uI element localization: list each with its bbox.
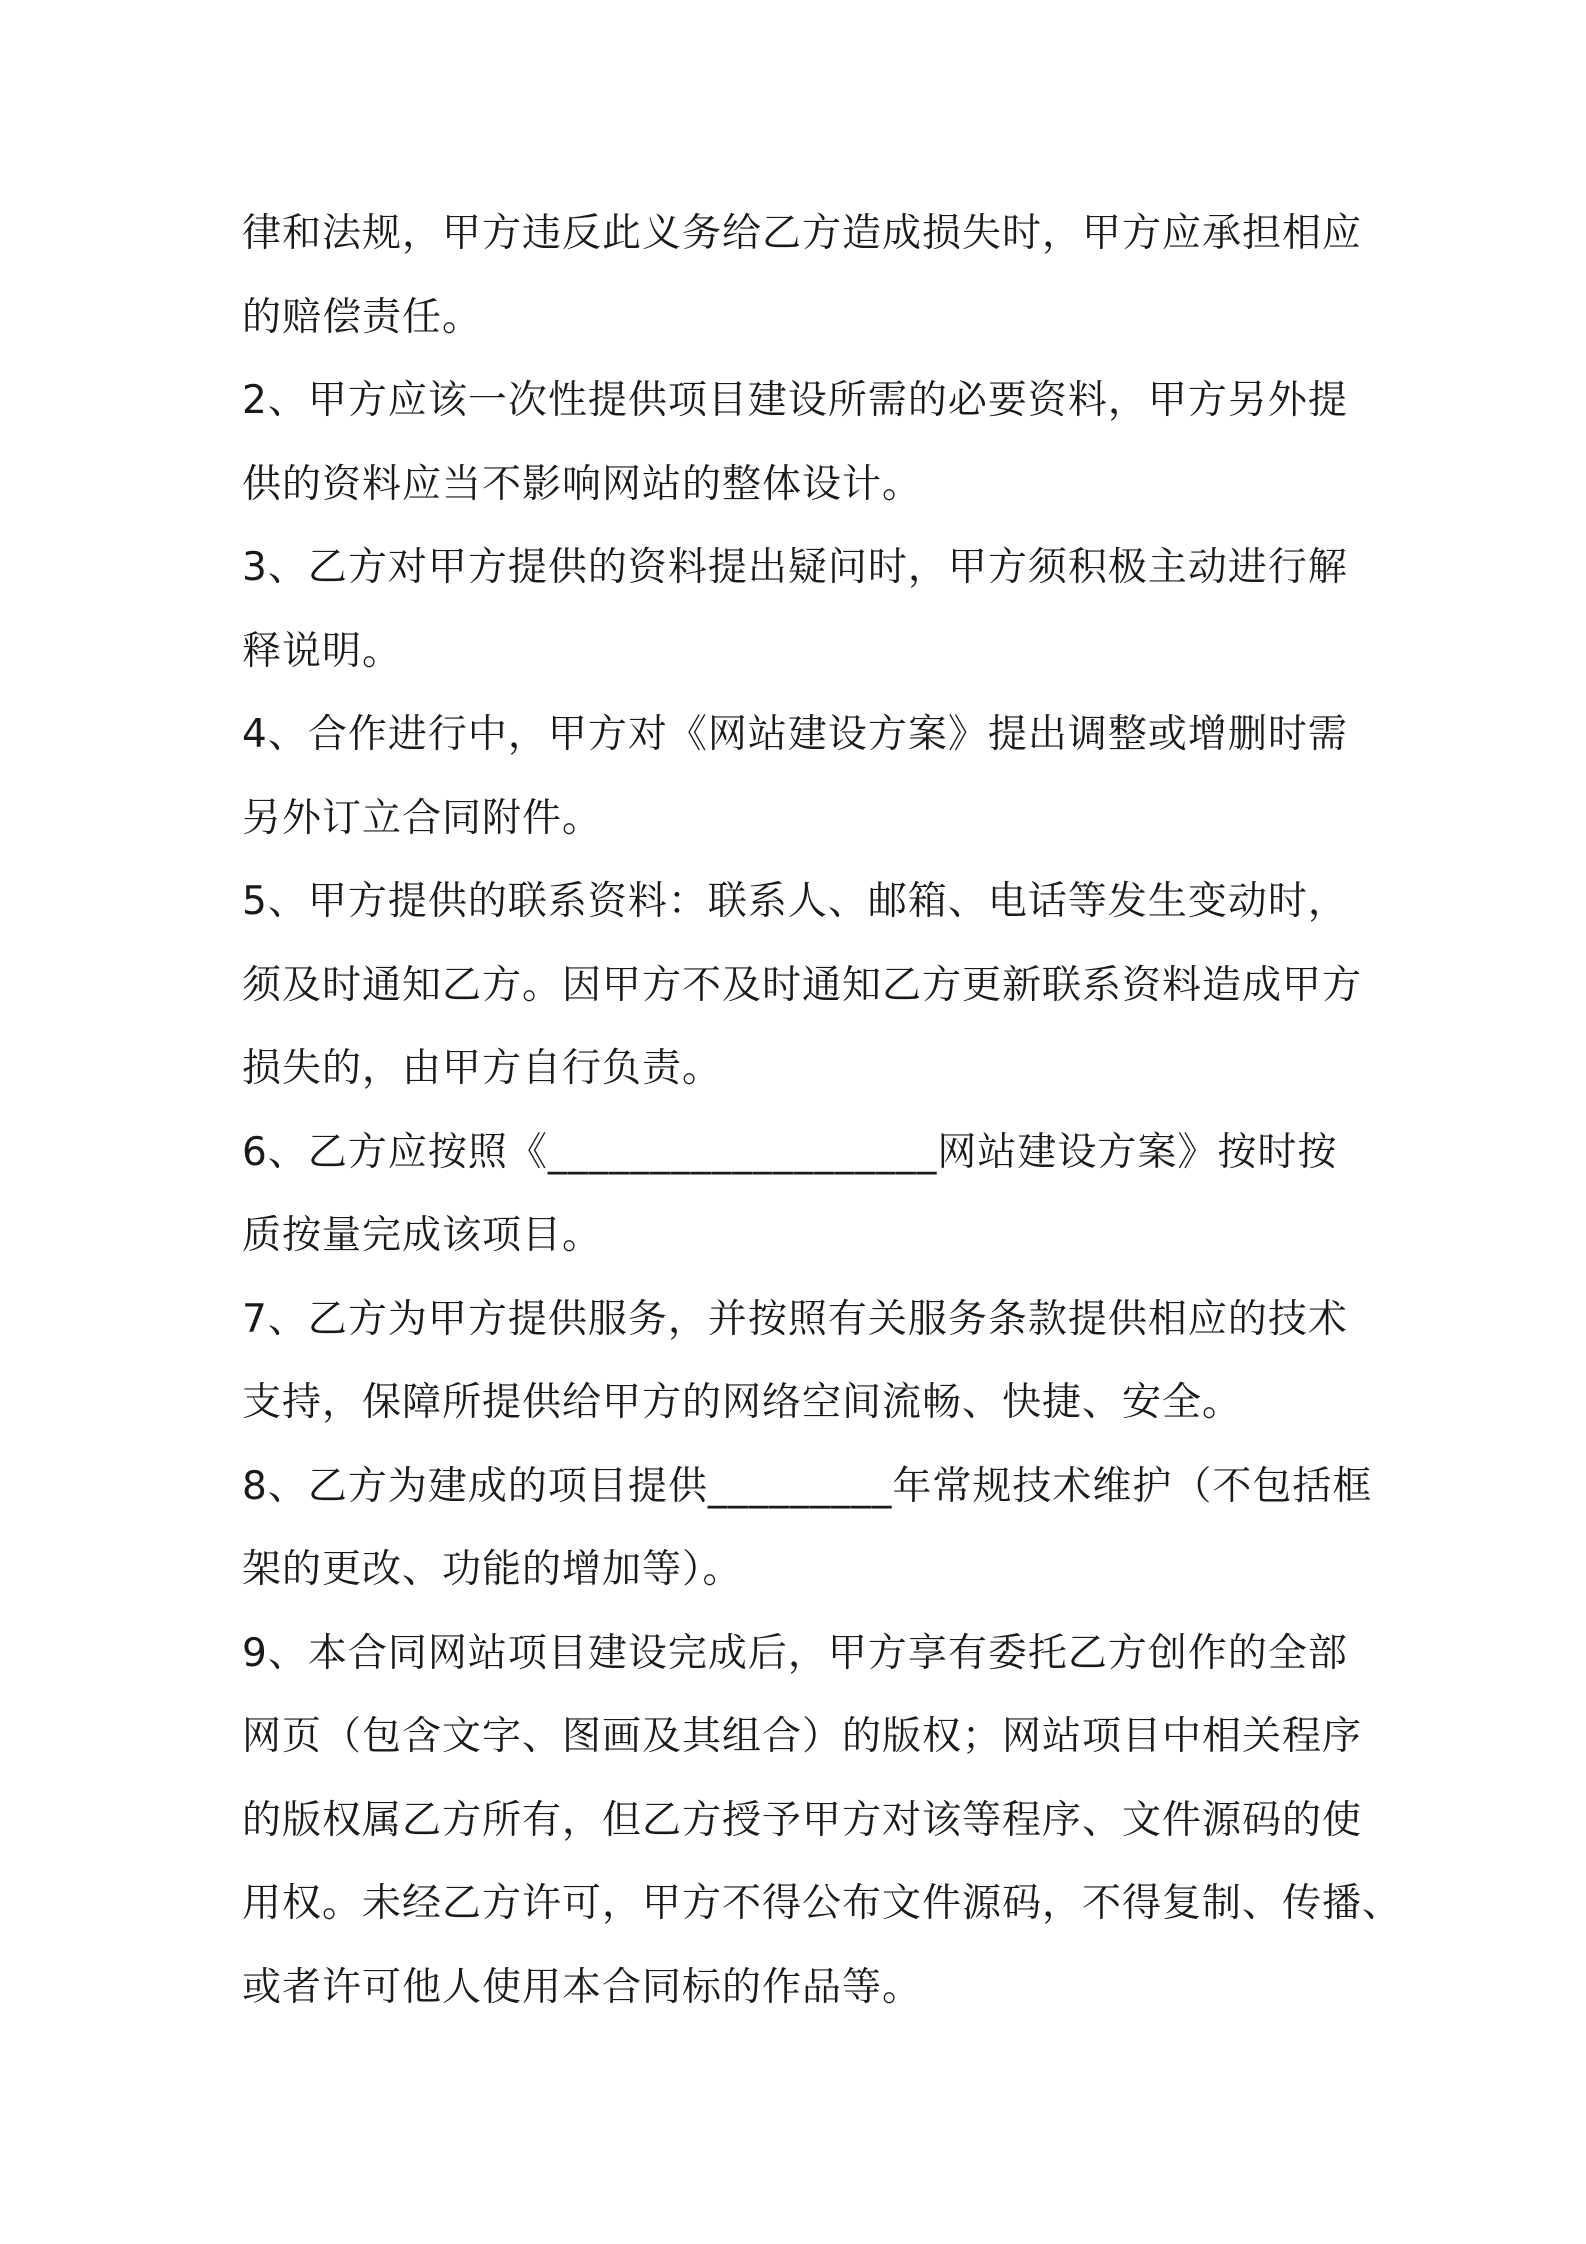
text-line: 8、乙方为建成的项目提供_________年常规技术维护（不包括框 bbox=[242, 1463, 1373, 1509]
text-line: 7、乙方为甲方提供服务，并按照有关服务条款提供相应的技术 bbox=[242, 1296, 1348, 1342]
text-line: 网页（包含文字、图画及其组合）的版权；网站项目中相关程序 bbox=[242, 1714, 1363, 1759]
text-line: 3、乙方对甲方提供的资料提出疑问时，甲方须积极主动进行解 bbox=[242, 545, 1348, 590]
text-line: 供的资料应当不影响网站的整体设计。 bbox=[242, 461, 923, 507]
text-line: 6、乙方应按照《___________________网站建设方案》按时按 bbox=[242, 1129, 1338, 1175]
text-line: 须及时通知乙方。因甲方不及时通知乙方更新联系资料造成甲方 bbox=[242, 962, 1363, 1008]
text-line: 的版权属乙方所有，但乙方授予甲方对该等程序、文件源码的使 bbox=[242, 1797, 1363, 1843]
text-line: 4、合作进行中，甲方对《网站建设方案》提出调整或增删时需 bbox=[242, 712, 1348, 757]
text-line: 释说明。 bbox=[242, 628, 403, 674]
text-line: 支持，保障所提供给甲方的网络空间流畅、快捷、安全。 bbox=[242, 1380, 1243, 1425]
text-line: 架的更改、功能的增加等）。 bbox=[242, 1547, 743, 1592]
text-line: 的赔偿责任。 bbox=[242, 294, 483, 340]
text-line: 质按量完成该项目。 bbox=[242, 1213, 603, 1258]
text-line: 5、甲方提供的联系资料：联系人、邮箱、电话等发生变动时， bbox=[242, 879, 1348, 924]
text-line: 另外订立合同附件。 bbox=[242, 795, 603, 841]
text-line: 损失的，由甲方自行负责。 bbox=[242, 1046, 723, 1091]
text-line: 或者许可他人使用本合同标的作品等。 bbox=[242, 1964, 923, 2010]
text-line: 用权。未经乙方许可，甲方不得公布文件源码，不得复制、传播、 bbox=[242, 1881, 1403, 1926]
text-line: 2、甲方应该一次性提供项目建设所需的必要资料，甲方另外提 bbox=[242, 378, 1348, 423]
contract-body bbox=[242, 192, 1403, 2029]
text-line: 9、本合同网站项目建设完成后，甲方享有委托乙方创作的全部 bbox=[242, 1630, 1348, 1676]
text-line: 律和法规，甲方违反此义务给乙方造成损失时，甲方应承担相应 bbox=[242, 211, 1363, 256]
